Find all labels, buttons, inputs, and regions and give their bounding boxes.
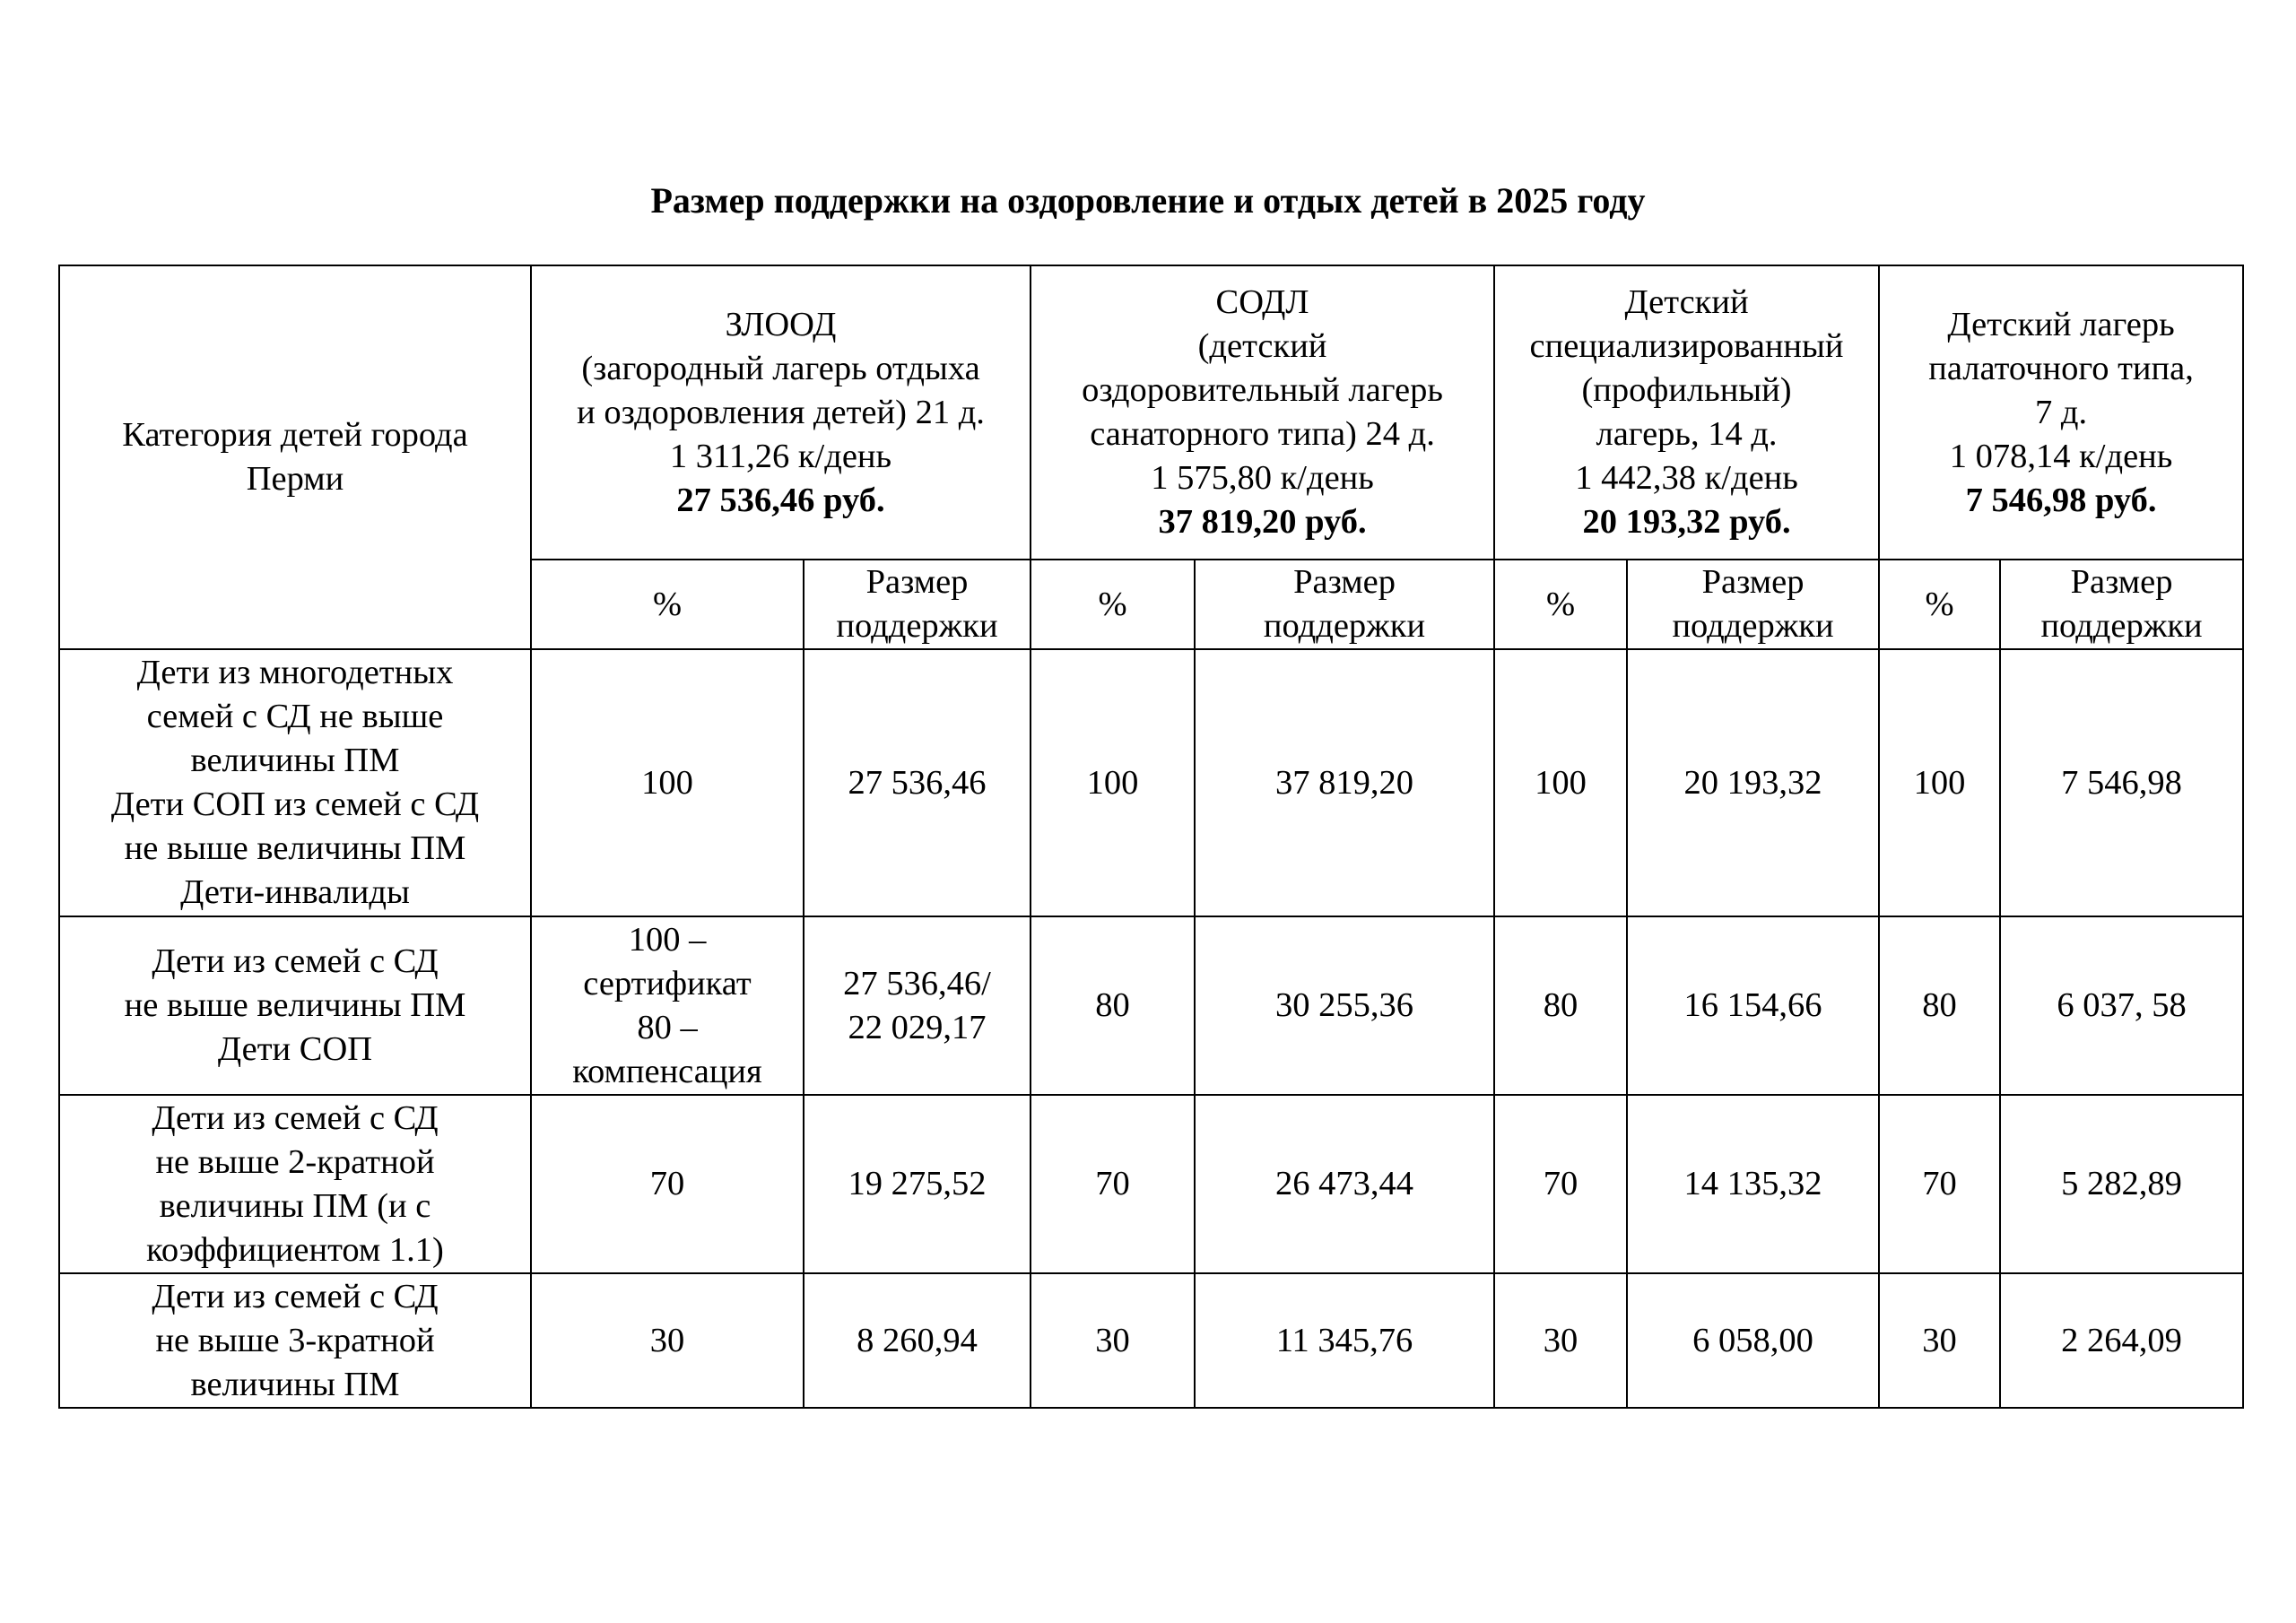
category-line: Дети СОП: [217, 1030, 373, 1068]
amount-line: 5 282,89: [2061, 1165, 2182, 1202]
camp-header-line: и оздоровления детей) 21 д.: [577, 393, 985, 431]
category-line: не выше 2-кратной: [155, 1142, 435, 1181]
amount-header: [1195, 560, 1494, 649]
percent-cell: [1031, 1273, 1195, 1408]
amount-header-line: Размер: [1701, 563, 1805, 601]
camp-header-line: санаторного типа) 24 д.: [1090, 415, 1435, 453]
camp-header-line: специализированный: [1529, 327, 1844, 365]
document-title: Размер поддержки на оздоровление и отдых детей в 2025 году: [650, 180, 1646, 221]
amount-cell: [1627, 1273, 1879, 1408]
amount-line: 14 135,32: [1683, 1165, 1822, 1202]
percent-header: %: [1494, 560, 1627, 649]
percent-line: 100: [641, 763, 693, 802]
camp-header-line: 1 442,38 к/день: [1575, 459, 1798, 497]
camp-header-line: 1 311,26 к/день: [669, 437, 892, 475]
amount-header-line: поддержки: [1263, 607, 1426, 645]
support-table: [58, 265, 2244, 1409]
amount-cell: [1627, 916, 1879, 1095]
amount-cell: [1195, 1273, 1494, 1408]
amount-cell: [1627, 649, 1879, 916]
table-row: [59, 1095, 2243, 1273]
amount-line: 30 255,36: [1275, 986, 1414, 1024]
camp-header: [531, 265, 1031, 560]
percent-line: 80: [1095, 986, 1130, 1024]
amount-header: [1627, 560, 1879, 649]
amount-header-line: поддержки: [2040, 607, 2203, 645]
amount-line: 2 264,09: [2061, 1321, 2182, 1359]
table-row: [59, 1273, 2243, 1408]
category-line: величины ПМ: [190, 742, 400, 779]
camp-header: [1031, 265, 1494, 560]
percent-line: 30: [1095, 1321, 1130, 1359]
table-row: [59, 916, 2243, 1095]
percent-header: %: [531, 560, 804, 649]
percent-cell: [1879, 1273, 2000, 1408]
amount-header-line: Размер: [2070, 563, 2173, 601]
camp-header-line: 1 575,80 к/день: [1151, 459, 1374, 497]
camp-total-price: 37 819,20 руб.: [1158, 503, 1367, 541]
amount-line: 27 536,46: [848, 763, 987, 802]
percent-cell: [1031, 1095, 1195, 1273]
camp-total-price: 27 536,46 руб.: [676, 481, 885, 519]
percent-line: 100 –: [628, 920, 707, 959]
camp-header-line: палаточного типа,: [1928, 349, 2194, 387]
camp-header-line: (загородный лагерь отдыха: [581, 349, 980, 387]
camp-header-line: Детский: [1624, 283, 1749, 321]
category-line: Дети из семей с СД: [152, 1098, 439, 1137]
percent-line: 70: [1922, 1165, 1957, 1202]
category-line: не выше 3-кратной: [155, 1321, 435, 1359]
camp-header-line: лагерь, 14 д.: [1596, 415, 1778, 453]
amount-cell: [1195, 1095, 1494, 1273]
category-line: семей с СД не выше: [146, 698, 444, 735]
camp-header-line: 1 078,14 к/день: [1949, 437, 2173, 475]
amount-header-line: поддержки: [836, 607, 998, 645]
percent-line: 80 –: [637, 1008, 698, 1046]
camp-header: [1879, 265, 2243, 560]
amount-line: 22 029,17: [848, 1008, 987, 1046]
percent-line: 70: [1543, 1165, 1578, 1202]
percent-header: %: [1879, 560, 2000, 649]
category-cell: [59, 649, 531, 916]
percent-line: 30: [649, 1321, 685, 1359]
camp-total-price: 7 546,98 руб.: [1965, 481, 2157, 519]
percent-cell: [531, 649, 804, 916]
amount-line: 6 058,00: [1692, 1321, 1813, 1359]
category-line: не выше величины ПМ: [124, 829, 466, 867]
category-header-line: Перми: [246, 460, 344, 498]
category-line: Дети-инвалиды: [180, 873, 410, 911]
percent-line: 70: [649, 1165, 685, 1202]
percent-cell: [1031, 916, 1195, 1095]
category-cell: [59, 916, 531, 1095]
percent-cell: [531, 1095, 804, 1273]
percent-line: 80: [1922, 986, 1957, 1024]
category-cell: [59, 1095, 531, 1273]
amount-header-line: Размер: [1293, 563, 1396, 601]
percent-cell: [1494, 649, 1627, 916]
header-row-camps: [59, 265, 2243, 560]
category-line: Дети из многодетных: [136, 654, 454, 691]
amount-cell: [804, 1273, 1031, 1408]
category-line: Дети из семей с СД: [152, 1277, 439, 1315]
category-line: величины ПМ (и с: [159, 1186, 431, 1225]
percent-cell: [1879, 1095, 2000, 1273]
camp-header-line: СОДЛ: [1215, 283, 1309, 321]
amount-line: 20 193,32: [1683, 763, 1822, 802]
amount-line: 11 345,76: [1275, 1321, 1413, 1359]
percent-cell: [531, 1273, 804, 1408]
percent-cell: [531, 916, 804, 1095]
percent-header: %: [1031, 560, 1195, 649]
category-header: [59, 265, 531, 649]
amount-header: [2000, 560, 2243, 649]
category-line: коэффициентом 1.1): [146, 1230, 444, 1269]
percent-cell: [1879, 916, 2000, 1095]
amount-cell: [804, 916, 1031, 1095]
amount-line: 26 473,44: [1275, 1165, 1414, 1202]
camp-total-price: 20 193,32 руб.: [1582, 503, 1791, 541]
amount-cell: [1195, 916, 1494, 1095]
percent-line: сертификат: [583, 964, 752, 1002]
amount-header-line: Размер: [865, 563, 969, 601]
amount-line: 27 536,46/: [843, 964, 991, 1002]
percent-line: 30: [1922, 1321, 1957, 1359]
amount-line: 6 037, 58: [2057, 986, 2187, 1024]
percent-line: 100: [1913, 763, 1966, 802]
percent-cell: [1031, 649, 1195, 916]
amount-cell: [2000, 1095, 2243, 1273]
amount-cell: [2000, 1273, 2243, 1408]
camp-header: [1494, 265, 1879, 560]
amount-cell: [1627, 1095, 1879, 1273]
camp-header-line: (детский: [1197, 327, 1327, 365]
percent-cell: [1494, 1273, 1627, 1408]
category-line: не выше величины ПМ: [124, 986, 466, 1024]
amount-line: 16 154,66: [1683, 986, 1822, 1024]
percent-cell: [1494, 1095, 1627, 1273]
camp-header-line: ЗЛООД: [725, 305, 837, 343]
camp-header-line: Детский лагерь: [1947, 305, 2175, 343]
amount-line: 8 260,94: [857, 1321, 978, 1359]
percent-line: 30: [1543, 1321, 1578, 1359]
amount-cell: [1195, 649, 1494, 916]
category-line: Дети из семей с СД: [152, 942, 439, 980]
amount-cell: [804, 649, 1031, 916]
percent-line: 100: [1535, 763, 1587, 802]
table-row: [59, 649, 2243, 916]
percent-cell: [1879, 649, 2000, 916]
percent-line: 80: [1543, 986, 1578, 1024]
camp-header-line: (профильный): [1581, 371, 1792, 409]
amount-header: [804, 560, 1031, 649]
camp-header-line: 7 д.: [2034, 393, 2088, 431]
camp-header-line: оздоровительный лагерь: [1082, 371, 1443, 409]
percent-line: 70: [1095, 1165, 1130, 1202]
category-cell: [59, 1273, 531, 1408]
amount-header-line: поддержки: [1672, 607, 1834, 645]
amount-cell: [2000, 916, 2243, 1095]
category-line: Дети СОП из семей с СД: [110, 785, 480, 823]
amount-line: 19 275,52: [848, 1165, 987, 1202]
amount-line: 7 546,98: [2061, 763, 2182, 802]
amount-cell: [2000, 649, 2243, 916]
category-line: величины ПМ: [190, 1365, 400, 1403]
amount-line: 37 819,20: [1275, 763, 1414, 802]
amount-cell: [804, 1095, 1031, 1273]
percent-cell: [1494, 916, 1627, 1095]
category-header-line: Категория детей города: [122, 416, 468, 454]
percent-line: компенсация: [572, 1052, 762, 1090]
percent-line: 100: [1086, 763, 1139, 802]
